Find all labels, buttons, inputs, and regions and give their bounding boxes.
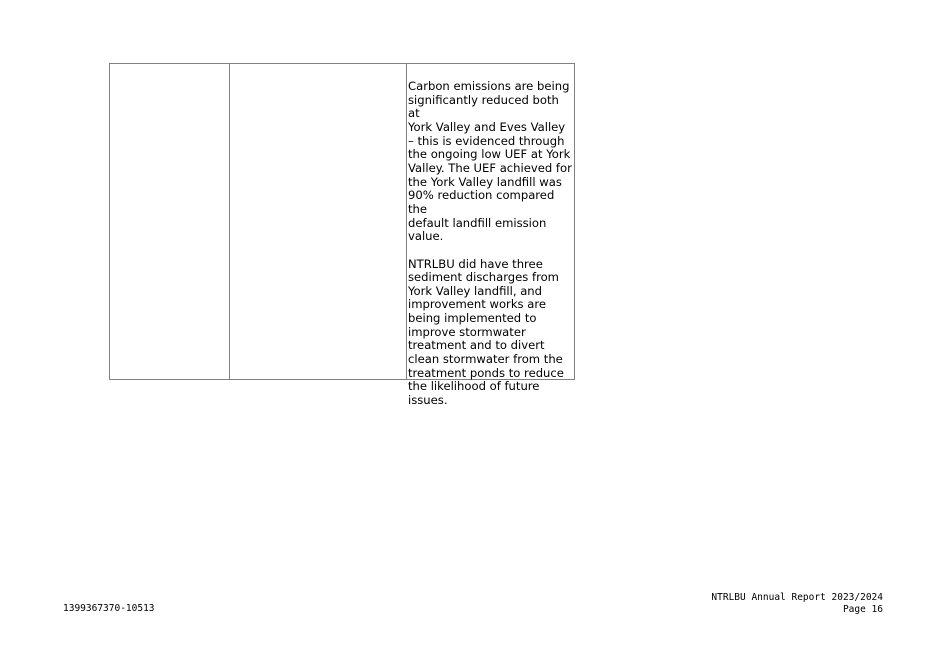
text-line: being implemented to [408, 311, 537, 326]
text-line: NTRLBU did have three [408, 256, 543, 271]
text-line: significantly reduced both at [408, 92, 559, 121]
text-line: improvement works are [408, 297, 547, 312]
report-title: NTRLBU Annual Report 2023/2024 [711, 592, 883, 603]
table-cell-empty-1 [110, 64, 230, 379]
text-line: – this is evidenced through [408, 133, 565, 148]
text-line: the York Valley landfill was [408, 174, 562, 189]
text-line: sediment discharges from [408, 270, 559, 285]
text-line: clean stormwater from the [408, 352, 563, 367]
report-table [109, 63, 575, 408]
text-line: York Valley landfill, and [408, 283, 543, 298]
page-number: Page 16 [842, 604, 883, 615]
text-line: York Valley and Eves Valley [408, 119, 566, 134]
text-line: default landfill emission [408, 215, 547, 230]
document-id: 1399367370-10513 [63, 603, 155, 614]
text-line: value. [408, 229, 444, 244]
page-footer [711, 592, 883, 616]
text-line: improve stormwater [408, 324, 526, 339]
text-line: 90% reduction compared the [408, 188, 555, 216]
text-line: treatment ponds to reduce [408, 365, 564, 380]
text-line: Valley. The UEF achieved for [408, 160, 572, 175]
text-line: treatment and to divert [408, 338, 545, 353]
sediment-discharges-paragraph [408, 258, 574, 408]
table-cell-comments [407, 64, 574, 408]
text-line: issues. [408, 393, 448, 408]
table-cell-empty-2 [230, 64, 407, 379]
text-line: the ongoing low UEF at York [408, 147, 571, 162]
text-line: the likelihood of future [408, 379, 540, 394]
carbon-emissions-paragraph [408, 80, 574, 244]
text-line: Carbon emissions are being [408, 79, 570, 93]
